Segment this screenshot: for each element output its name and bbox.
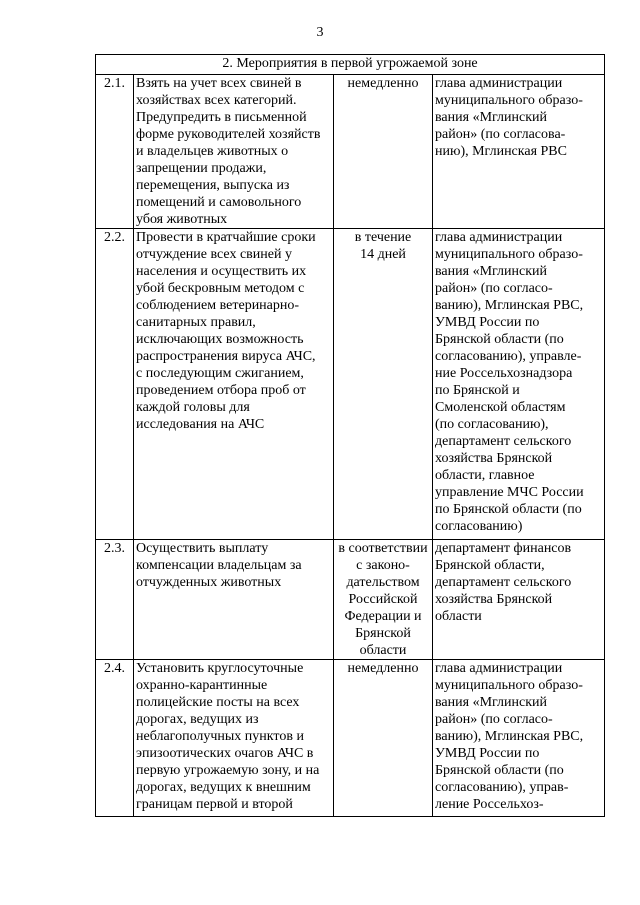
table-row (96, 229, 605, 540)
page-number: 3 (316, 25, 324, 40)
item-number: 2.1. (96, 75, 134, 229)
item-number: 2.2. (96, 229, 134, 540)
table-row (96, 75, 605, 229)
section-header-row (96, 55, 605, 75)
item-term: в течение 14 дней (334, 229, 433, 540)
item-responsible: глава администрации муниципального образо- вания «Мглинский район» (по согласова- нию), Мглинская РВС (433, 75, 605, 229)
item-task: Осуществить выплату компенсации владельцам за отчужденных животных (134, 540, 334, 660)
item-responsible: глава администрации муниципального образо- вания «Мглинский район» (по согласо- ванию), Мглинская РВС, УМВД России по Брянской области (по согласованию), управ- ление Россельхоз- (433, 660, 605, 817)
item-number: 2.3. (96, 540, 134, 660)
item-term: немедленно (334, 75, 433, 229)
item-responsible: глава администрации муниципального образо- вания «Мглинский район» (по согласо- ванию), Мглинская РВС, УМВД России по Брянской области (по согласованию), управле- ние Россельхознадзора по Брянской и Смоленской областям (по согласованию), департамент сельского хозяйства Брянской области, главное управление МЧС России по Брянской области (по согласованию) (433, 229, 605, 540)
item-term: в соответствии с законо- дательством Российской Федерации и Брянской области (334, 540, 433, 660)
item-responsible: департамент финансов Брянской области, департамент сельского хозяйства Брянской области (433, 540, 605, 660)
table-row (96, 540, 605, 660)
table-row (96, 660, 605, 817)
item-task: Провести в кратчайшие сроки отчуждение всех свиней у населения и осуществить их убой бескровным методом с соблюдением ветеринарно- санитарных правил, исключающих возможность распространения вируса АЧС, с последующим сжиганием, проведением отбора проб от каждой головы для исследования на АЧС (134, 229, 334, 540)
measures-table (95, 54, 605, 817)
item-number: 2.4. (96, 660, 134, 817)
item-task: Взять на учет всех свиней в хозяйствах всех категорий. Предупредить в письменной форме руководителей хозяйств и владельцев животных о запрещении продажи, перемещения, выпуска из помещений и самовольного убоя животных (134, 75, 334, 229)
item-term: немедленно (334, 660, 433, 817)
section-title: 2. Мероприятия в первой угрожаемой зоне (96, 55, 605, 75)
item-task: Установить круглосуточные охранно-карантинные полицейские посты на всех дорогах, ведущих из неблагополучных пунктов и эпизоотических очагов АЧС в первую угрожаемую зону, и на дорогах, ведущих к внешним границам первой и второй (134, 660, 334, 817)
